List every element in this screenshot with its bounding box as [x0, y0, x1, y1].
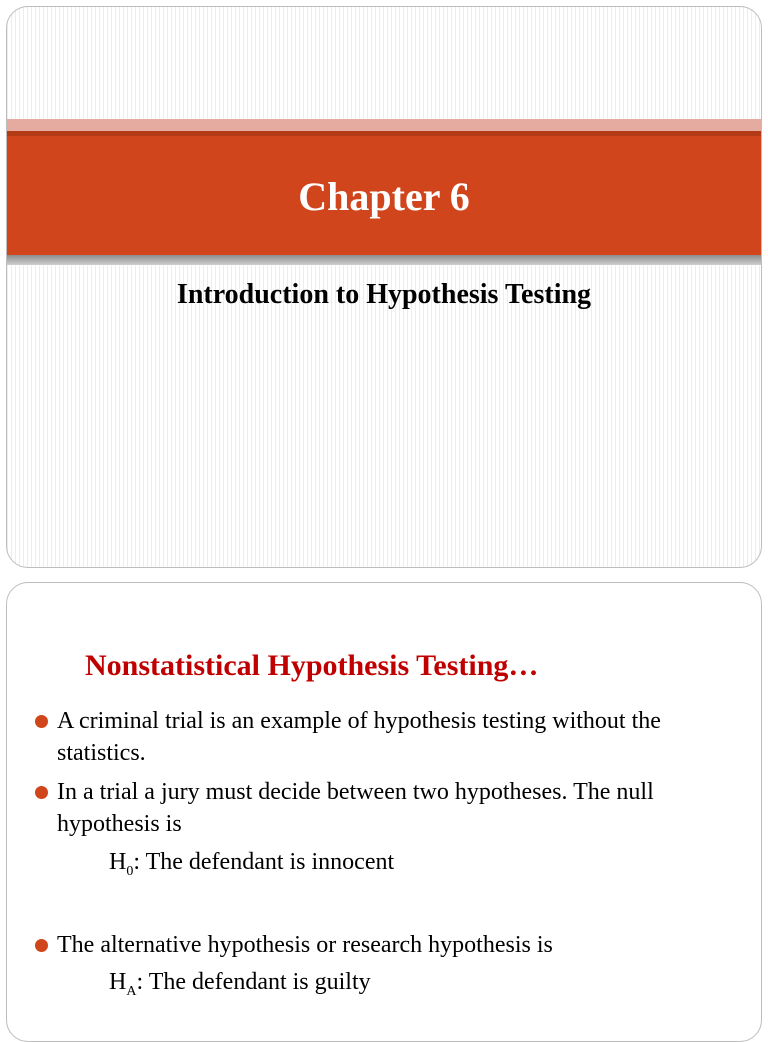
bullet-item: [33, 776, 713, 840]
content-slide: [6, 582, 762, 1042]
bullet-dot-icon: [35, 786, 48, 799]
title-slide: [6, 6, 762, 568]
h0-symbol: H: [109, 849, 127, 875]
null-hypothesis: [109, 849, 394, 880]
title-band-shadow: [7, 255, 761, 265]
alternative-hypothesis: [109, 969, 371, 1000]
bullet-dot-icon: [35, 939, 48, 952]
ha-subscript: A: [126, 983, 137, 999]
slide-subtitle: Introduction to Hypothesis Testing: [176, 279, 592, 310]
bullet-text: The alternative hypothesis or research hypothesis is: [57, 932, 553, 958]
h0-subscript: 0: [126, 863, 134, 879]
bullet-dot-icon: [35, 715, 48, 728]
bullet-text: In a trial a jury must decide between two hypotheses. The null hypothesis is: [57, 779, 654, 837]
bullet-item: [33, 705, 713, 769]
bullet-item: [33, 929, 713, 961]
slide-heading: Nonstatistical Hypothesis Testing…: [85, 649, 539, 682]
title-band: [7, 131, 761, 255]
ha-text: : The defendant is guilty: [136, 969, 371, 995]
h0-text: : The defendant is innocent: [133, 849, 395, 875]
slide-title: Chapter 6: [298, 173, 470, 219]
ha-symbol: H: [109, 969, 127, 995]
bullet-text: A criminal trial is an example of hypothesis testing without the statistics.: [57, 708, 661, 766]
